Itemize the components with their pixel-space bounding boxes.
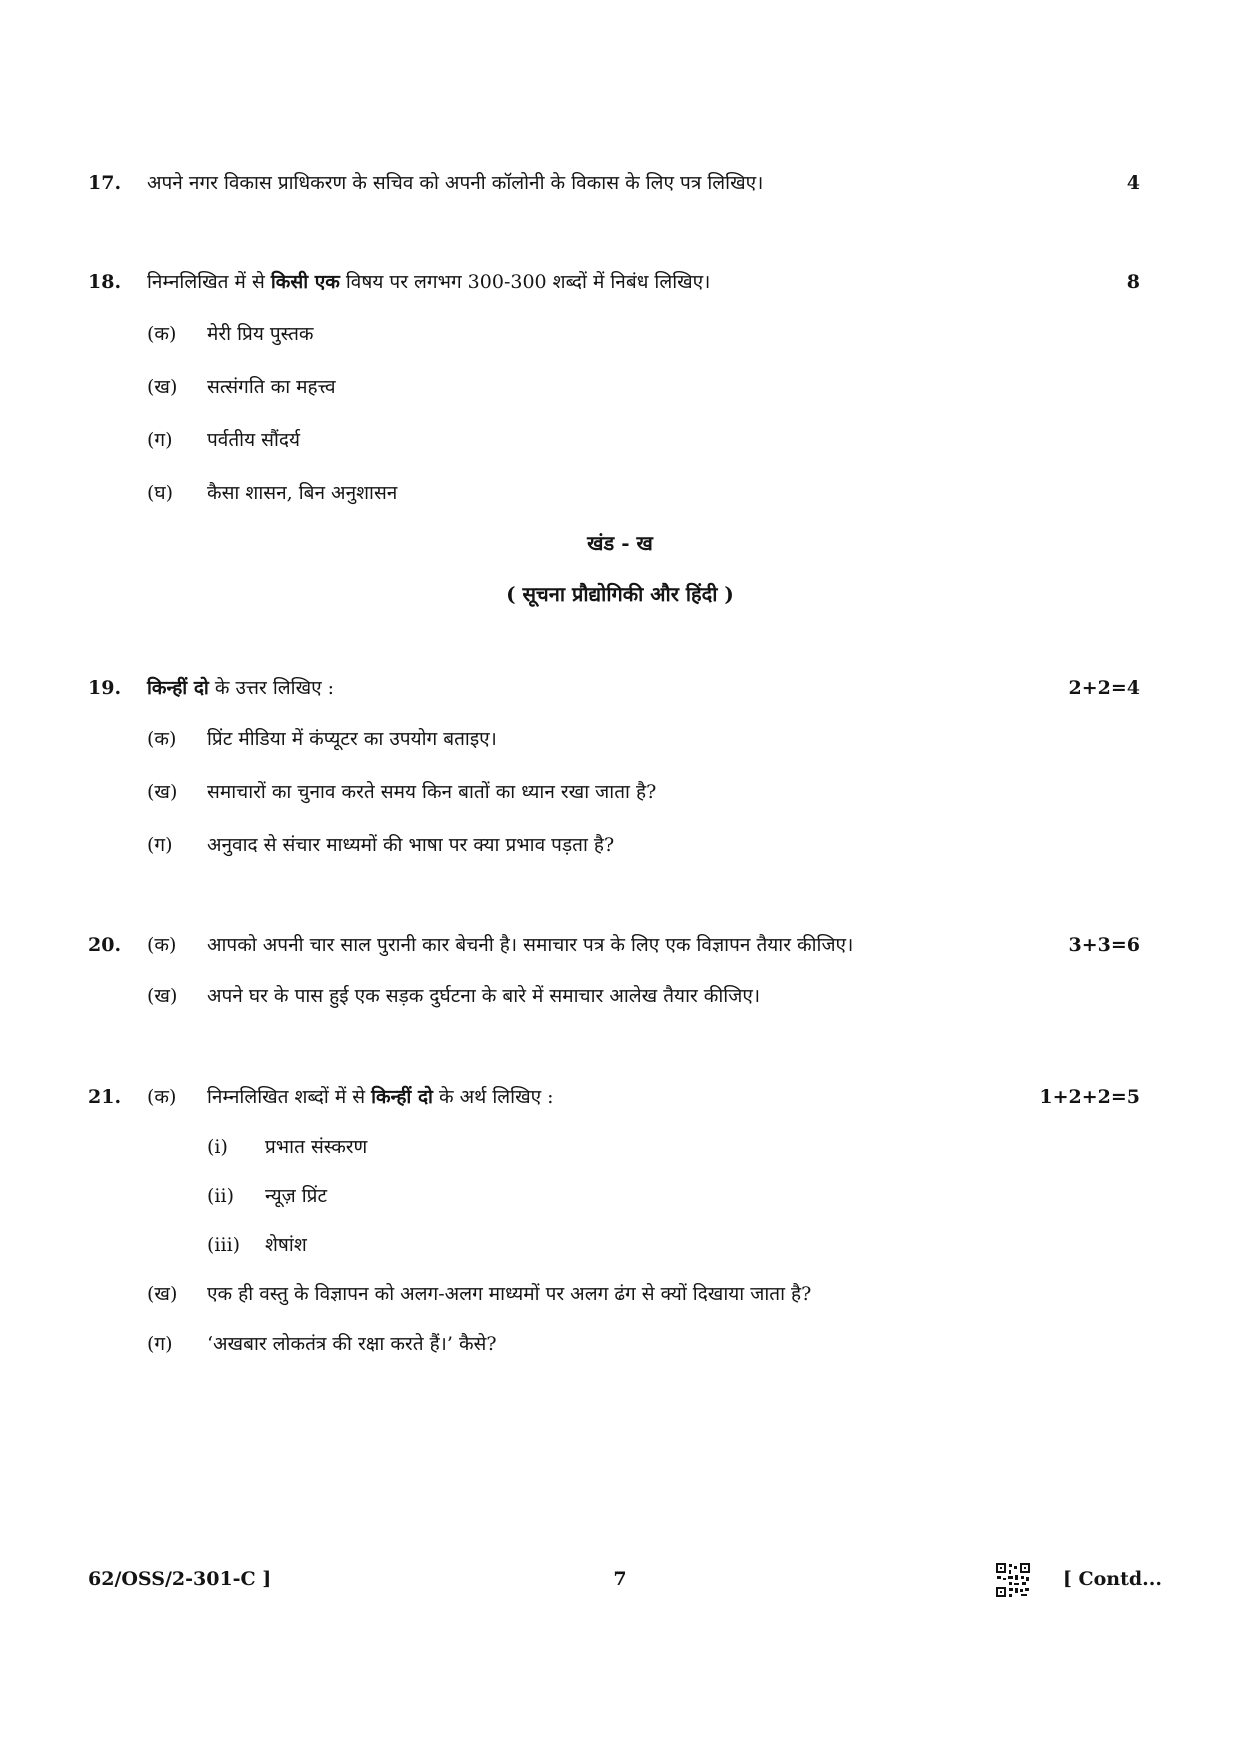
option-label: (घ) xyxy=(147,482,174,504)
roman-label: (ii) xyxy=(207,1185,234,1207)
option-row xyxy=(0,825,1240,865)
paper-code: 62/OSS/2-301-C ] xyxy=(88,1568,272,1590)
page-number: 7 xyxy=(613,1568,627,1590)
continued-label: [ Contd... xyxy=(1062,1568,1162,1590)
option-row xyxy=(0,719,1240,759)
option-text: अनुवाद से संचार माध्यमों की भाषा पर क्या प्रभाव पड़ता है? xyxy=(207,834,615,856)
question-marks: 1+2+2=5 xyxy=(1039,1086,1140,1108)
roman-label: (i) xyxy=(207,1136,228,1158)
roman-item xyxy=(0,1225,1240,1265)
option-text: कैसा शासन, बिन अनुशासन xyxy=(207,482,398,504)
roman-text: न्यूज़ प्रिंट xyxy=(265,1185,328,1207)
option-label: (क) xyxy=(147,1086,177,1108)
option-label: (ग) xyxy=(147,834,173,856)
roman-item xyxy=(0,1127,1240,1167)
qr-code-icon xyxy=(995,1562,1031,1598)
option-label: (क) xyxy=(147,728,177,750)
option-row xyxy=(0,314,1240,354)
option-text: मेरी प्रिय पुस्तक xyxy=(207,323,314,345)
option-text: एक ही वस्तु के विज्ञापन को अलग-अलग माध्यमों पर अलग ढंग से क्यों दिखाया जाता है? xyxy=(207,1283,812,1305)
roman-text: प्रभात संस्करण xyxy=(265,1136,368,1158)
question-20 xyxy=(0,925,1240,965)
question-marks: 8 xyxy=(1126,271,1140,293)
question-number: 17. xyxy=(88,172,122,194)
option-label: (ग) xyxy=(147,429,173,451)
roman-label: (iii) xyxy=(207,1234,241,1256)
question-text: अपने नगर विकास प्राधिकरण के सचिव को अपनी कॉलोनी के विकास के लिए पत्र लिखिए। xyxy=(147,172,764,194)
section-subtitle: ( सूचना प्रौद्योगिकी और हिंदी ) xyxy=(506,582,734,606)
option-label: (ख) xyxy=(147,781,178,803)
section-title: खंड - ख xyxy=(587,531,653,555)
option-row xyxy=(0,367,1240,407)
question-21 xyxy=(0,1077,1240,1117)
option-text: प्रिंट मीडिया में कंप्यूटर का उपयोग बताइए। xyxy=(207,728,497,750)
question-number: 20. xyxy=(88,934,122,956)
question-17 xyxy=(0,163,1240,203)
question-19 xyxy=(0,668,1240,708)
option-text: पर्वतीय सौंदर्य xyxy=(207,429,301,451)
option-row xyxy=(0,976,1240,1016)
question-number: 21. xyxy=(88,1086,122,1108)
option-text: आपको अपनी चार साल पुरानी कार बेचनी है। समाचार पत्र के लिए एक विज्ञापन तैयार कीजिए। xyxy=(207,934,854,956)
option-text: अपने घर के पास हुई एक सड़क दुर्घटना के बारे में समाचार आलेख तैयार कीजिए। xyxy=(207,985,761,1007)
option-label: (ख) xyxy=(147,1283,178,1305)
question-number: 19. xyxy=(88,677,122,699)
option-row xyxy=(0,1274,1240,1314)
option-label: (क) xyxy=(147,323,177,345)
question-marks: 3+3=6 xyxy=(1068,934,1140,956)
option-label: (ख) xyxy=(147,985,178,1007)
option-label: (ग) xyxy=(147,1333,173,1355)
option-row xyxy=(0,420,1240,460)
option-text: सत्संगति का महत्त्व xyxy=(207,376,336,398)
option-row xyxy=(0,1324,1240,1364)
option-text: समाचारों का चुनाव करते समय किन बातों का ध्यान रखा जाता है? xyxy=(207,781,657,803)
option-label: (क) xyxy=(147,934,177,956)
option-text: ‘अखबार लोकतंत्र की रक्षा करते हैं।’ कैसे? xyxy=(207,1333,497,1355)
question-marks: 2+2=4 xyxy=(1068,677,1140,699)
question-marks: 4 xyxy=(1126,172,1140,194)
question-18 xyxy=(0,262,1240,302)
question-number: 18. xyxy=(88,271,122,293)
option-label: (ख) xyxy=(147,376,178,398)
option-text: निम्नलिखित शब्दों में से किन्हीं दो के अर्थ लिखिए : xyxy=(207,1086,554,1108)
roman-text: शेषांश xyxy=(265,1234,307,1256)
question-text: किन्हीं दो के उत्तर लिखिए : xyxy=(147,677,335,699)
roman-item xyxy=(0,1176,1240,1216)
option-row xyxy=(0,772,1240,812)
question-text: निम्नलिखित में से किसी एक विषय पर लगभग 300-300 शब्दों में निबंध लिखिए। xyxy=(147,271,711,293)
option-row xyxy=(0,473,1240,513)
